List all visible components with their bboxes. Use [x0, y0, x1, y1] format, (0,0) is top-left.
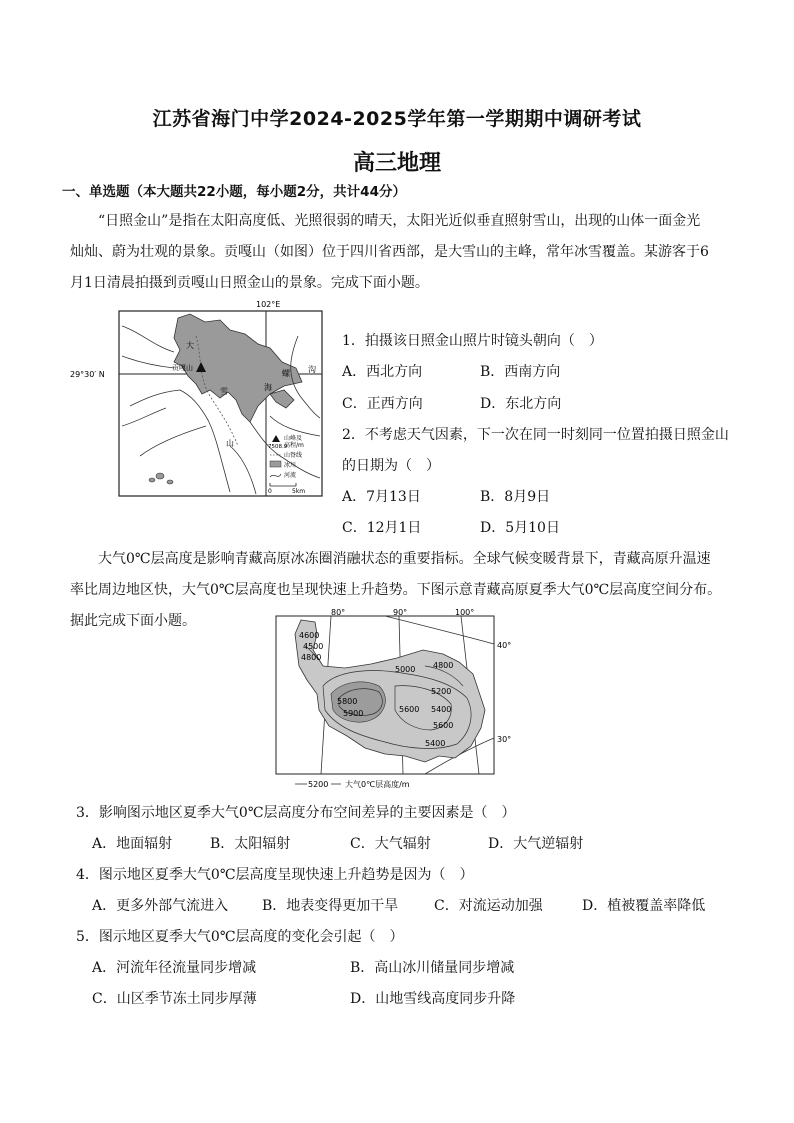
passage-2-line-2: 率比周边地区快，大气0℃层高度也呈现快速上升趋势。下图示意青藏高原夏季大气0℃层高度空间分布。	[70, 582, 722, 598]
question-2-stem-line-2: 的日期为（ ）	[342, 458, 440, 474]
question-3-stem: 3．影响图示地区夏季大气0℃层高度分布空间差异的主要因素是（ ）	[76, 805, 516, 821]
q3-option-b[interactable]: B．太阳辐射	[210, 836, 291, 852]
contour-label: 5600	[433, 721, 454, 730]
small-glacier	[156, 473, 164, 479]
question-5-stem: 5．图示地区夏季大气0℃层高度的变化会引起（ ）	[76, 929, 404, 945]
legend-river: 河流	[284, 472, 297, 479]
legend-glacier: 冰川	[284, 462, 297, 469]
q5-option-b[interactable]: B．高山冰川储量同步增减	[350, 960, 515, 976]
peak-name: 贡嘎山	[172, 364, 193, 372]
contour-label: 4600	[299, 631, 320, 640]
passage-1	[70, 206, 730, 299]
question-4-stem: 4．图示地区夏季大气0℃层高度呈现快速上升趋势是因为（ ）	[76, 867, 474, 883]
scale-five: 5km	[292, 488, 306, 495]
q2-option-c[interactable]: C．12月1日	[342, 520, 422, 536]
q1-option-a[interactable]: A．西北方向	[342, 364, 423, 380]
scale-zero: 0	[268, 488, 272, 495]
contour-label: 5900	[343, 709, 364, 718]
q4-option-c[interactable]: C．对流运动加强	[434, 898, 543, 914]
lon-label-90: 90°	[393, 608, 408, 617]
q1-option-d[interactable]: D．东北方向	[480, 396, 562, 412]
q4-option-d[interactable]: D．植被覆盖率降低	[582, 898, 706, 914]
lat-label: 29°30′ N	[70, 370, 105, 379]
subject-title: 高三地理	[352, 151, 441, 176]
section-heading: 一、单选题（本大题共22小题，每小题2分，共计44分）	[62, 184, 406, 200]
q5-option-a[interactable]: A．河流年径流量同步增减	[92, 960, 257, 976]
gongga-map	[70, 296, 330, 506]
passage-2-line-3: 据此完成下面小题。	[70, 613, 196, 629]
contour-label: 5600	[399, 705, 420, 714]
small-glacier	[167, 480, 173, 484]
contour-label: 5200	[431, 687, 452, 696]
lat-label-30: 30°	[497, 735, 512, 744]
legend-glacier-symbol	[270, 461, 281, 467]
q4-option-a[interactable]: A．更多外部气流进入	[92, 898, 229, 914]
contour-label: 4800	[301, 653, 322, 662]
contour-label: 4500	[303, 642, 324, 651]
place-char-da: 大	[186, 341, 194, 350]
passage-2-line-1: 大气0℃层高度是影响青藏高原冰冻圈消融状态的重要指标。全球气候变暖背景下，青藏高原升温速	[98, 551, 711, 567]
q2-option-b[interactable]: B．8月9日	[480, 489, 551, 505]
small-glacier	[149, 478, 155, 482]
place-char-gou: 沟	[308, 365, 316, 374]
q5-option-c[interactable]: C．山区季节冻土同步厚薄	[92, 991, 257, 1007]
place-char-xue: 雪	[220, 387, 228, 396]
place-char-hai: 海	[264, 383, 272, 392]
contour-label: 5800	[337, 697, 358, 706]
q2-option-d[interactable]: D．5月10日	[480, 520, 560, 536]
question-2-stem-line-1: 2．不考虑天气因素，下一次在同一时刻同一位置拍摄日照金山	[342, 427, 729, 443]
place-char-shan: 山	[226, 439, 234, 448]
lon-label-80: 80°	[331, 608, 346, 617]
q4-option-b[interactable]: B．地表变得更加干旱	[262, 898, 399, 914]
q1-option-b[interactable]: B．西南方向	[480, 364, 561, 380]
passage-1-line-2: 灿灿、蔚为壮观的景象。贡嘎山（如图）位于四川省西部，是大雪山的主峰，常年冰雪覆盖。某游客于6	[70, 244, 709, 260]
lat-label-40: 40°	[497, 641, 512, 650]
q5-option-d[interactable]: D．山地雪线高度同步升降	[350, 991, 516, 1007]
lon-label-100: 100°	[455, 608, 475, 617]
legend-peak-value: 7508.9	[268, 444, 288, 450]
legend-ridge: 山脊线	[284, 452, 303, 459]
place-char-luo: 螺	[282, 369, 290, 378]
legend-peak: 山峰及	[284, 435, 303, 442]
passage-1-line-3: 月1日清晨拍摄到贡嘎山日照金山的景象。完成下面小题。	[70, 275, 429, 291]
legend-text: 大气0℃层高度/m	[345, 780, 410, 789]
legend-contour-value: 5200	[308, 780, 329, 789]
tibet-0c-layer-map	[275, 606, 525, 790]
q3-option-c[interactable]: C．大气辐射	[350, 836, 431, 852]
contour-label: 5400	[425, 739, 446, 748]
contour-label: 5000	[395, 665, 416, 674]
contour-label: 5400	[431, 705, 452, 714]
question-1-stem: 1．拍摄该日照金山照片时镜头朝向（ ）	[342, 333, 603, 349]
contour-label: 4800	[433, 661, 454, 670]
legend-peak-2: 高程/m	[284, 442, 304, 449]
exam-title: 江苏省海门中学2024-2025学年第一学期期中调研考试	[152, 108, 642, 130]
lon-label: 102°E	[256, 300, 281, 309]
passage-1-line-1: “日照金山”是指在太阳高度低、光照很弱的晴天，太阳光近似垂直照射雪山，出现的山体一面金光	[98, 213, 701, 229]
q3-option-d[interactable]: D．大气逆辐射	[488, 836, 584, 852]
q1-option-c[interactable]: C．正西方向	[342, 396, 423, 412]
q3-option-a[interactable]: A．地面辐射	[92, 836, 173, 852]
q2-option-a[interactable]: A．7月13日	[342, 489, 421, 505]
